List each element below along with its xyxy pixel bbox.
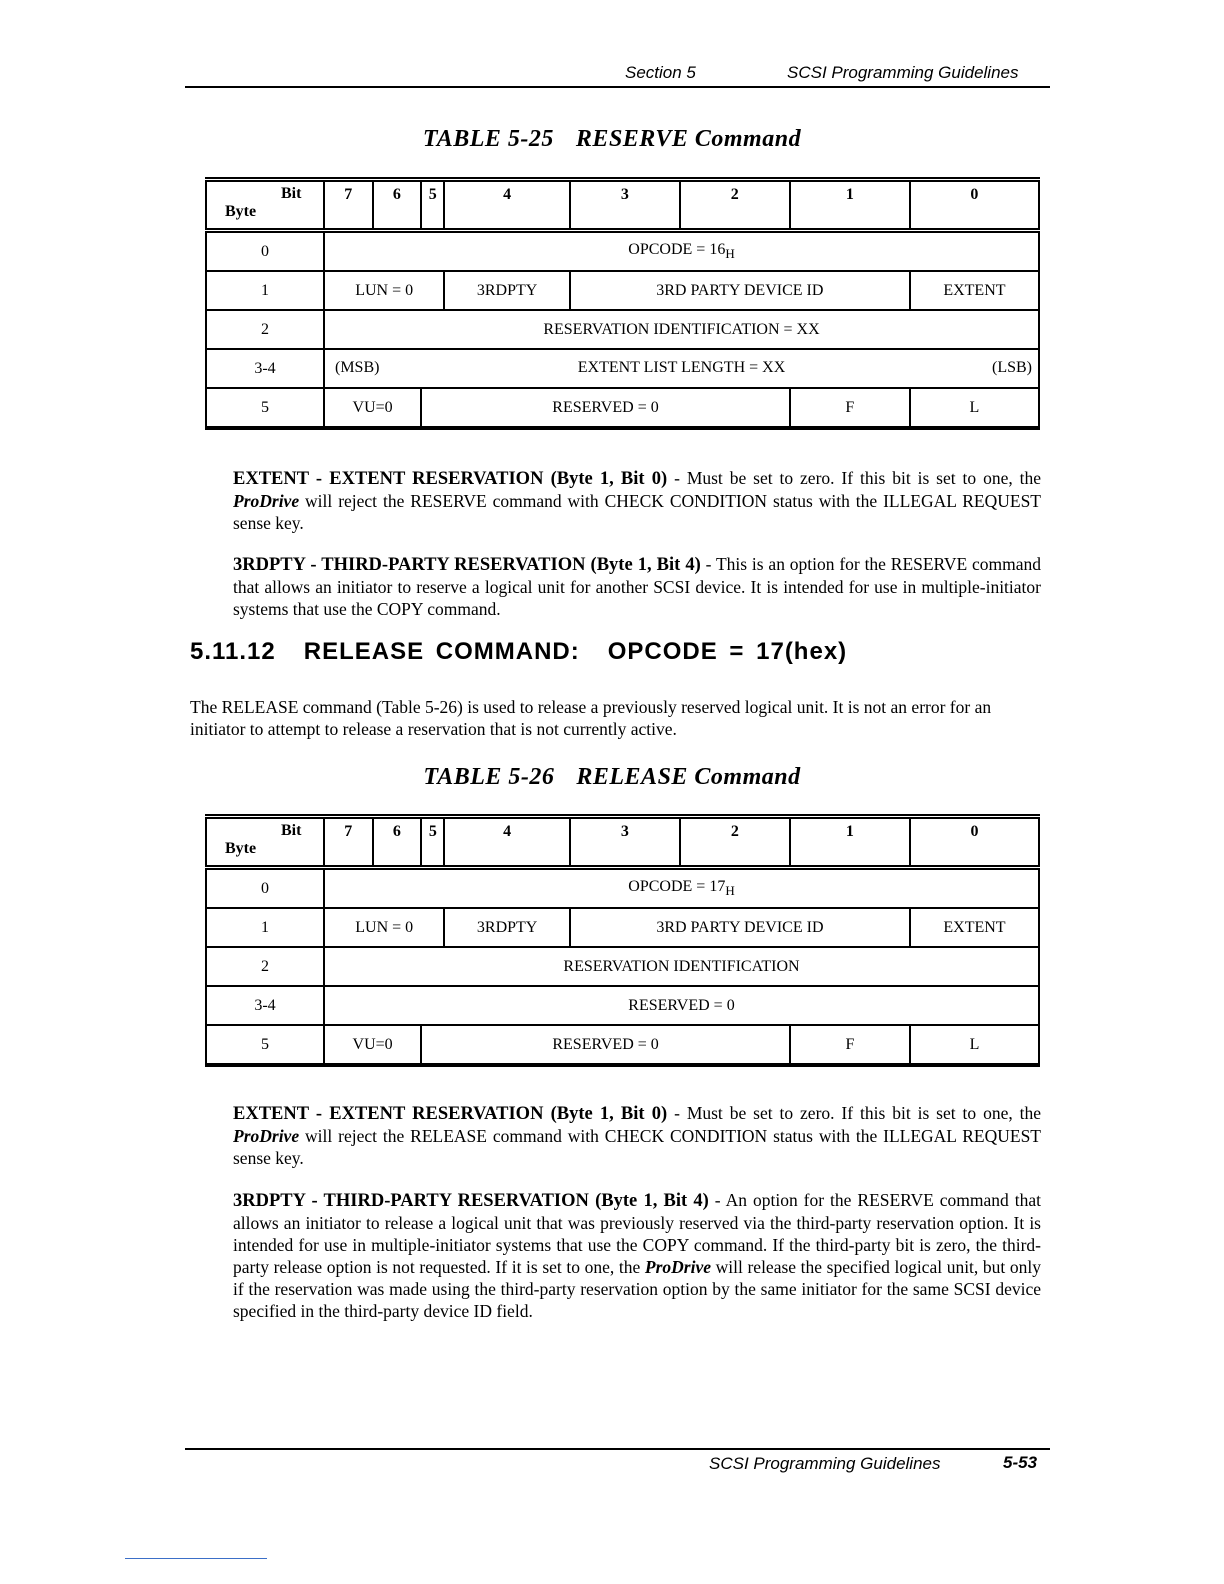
- table-row: [206, 349, 1039, 388]
- lun-cell: LUN = 0: [324, 908, 444, 947]
- flag-cell: F: [790, 388, 910, 428]
- bit-header: 7: [324, 817, 373, 868]
- msb-label: (MSB): [335, 359, 380, 376]
- bit-header: 6: [373, 817, 422, 868]
- bit-header: 2: [680, 180, 790, 231]
- opcode-cell: [324, 868, 1039, 909]
- reserved-cell: RESERVED = 0: [421, 388, 790, 428]
- table-row: [206, 986, 1039, 1025]
- table-row: [206, 1025, 1039, 1065]
- section-opcode: OPCODE = 17(hex): [607, 638, 848, 665]
- bit-header: 4: [444, 180, 569, 231]
- reserved-cell: RESERVED = 0: [324, 986, 1039, 1025]
- product-name: ProDrive: [233, 491, 300, 511]
- table-header-row: [206, 817, 1039, 868]
- table-title: RESERVE Command: [575, 126, 802, 152]
- bit-label: Bit: [281, 822, 302, 839]
- bit-header: 0: [910, 817, 1039, 868]
- byte-label: Byte: [225, 203, 257, 220]
- byte-number: 2: [206, 310, 324, 349]
- table-row: [206, 908, 1039, 947]
- thirdpty-description: 3RDPTY - THIRD-PARTY RESERVATION (Byte 1, Bit 4) - An option for the RESERVE command that allows an initiator to release a logical unit that was previously reserved via the third-party reservation option. It is intended for use in multiple-initiator systems that use the COPY command. If the third-party bit is zero, the third-party release option is not requested. If it is set to one, the ProDrive will release the specified logical unit, but only if the reservation was made using the third-party reservation option by the same initiator for the same SCSI device specified in the third-party device ID field.: [233, 1190, 1042, 1321]
- bit-header: 2: [680, 817, 790, 868]
- table-row: [206, 947, 1039, 986]
- byte-number: 1: [206, 271, 324, 310]
- bit-header: 1: [790, 180, 910, 231]
- byte-number: 1: [206, 908, 324, 947]
- reserve-command-table: [205, 177, 1040, 430]
- page-header: [185, 62, 1050, 88]
- table-row: [206, 310, 1039, 349]
- field-heading: 3RDPTY - THIRD-PARTY RESERVATION (Byte 1, Bit 4): [233, 1191, 709, 1211]
- device-id-cell: 3RD PARTY DEVICE ID: [570, 271, 910, 310]
- byte-number: 2: [206, 947, 324, 986]
- table-number: TABLE 5-25: [422, 126, 554, 152]
- reservation-id-cell: RESERVATION IDENTIFICATION = XX: [324, 310, 1039, 349]
- bit-label: Bit: [281, 185, 302, 202]
- reserved-cell: RESERVED = 0: [421, 1025, 790, 1065]
- table-title: RELEASE Command: [576, 764, 801, 790]
- hex-suffix: H: [725, 883, 735, 898]
- byte-number: 0: [206, 231, 324, 272]
- lsb-label: (LSB): [992, 359, 1032, 376]
- bit-header: 5: [421, 817, 444, 868]
- byte-number: 3-4: [206, 349, 324, 388]
- bit-header: 4: [444, 817, 570, 868]
- table-number: TABLE 5-26: [423, 764, 555, 790]
- product-name: ProDrive: [233, 1126, 300, 1146]
- byte-number: 5: [206, 1025, 324, 1065]
- vu-cell: VU=0: [324, 388, 421, 428]
- vu-cell: VU=0: [324, 1025, 421, 1065]
- divider: [125, 1558, 267, 1559]
- section-number: 5.11.12: [190, 638, 276, 665]
- byte-number: 5: [206, 388, 324, 428]
- opcode-cell: [324, 231, 1039, 272]
- opcode-value: OPCODE = 17: [628, 878, 726, 895]
- opcode-value: OPCODE = 16: [628, 241, 726, 258]
- page-footer: [185, 1448, 1050, 1478]
- field-heading: EXTENT - EXTENT RESERVATION (Byte 1, Bit 0): [233, 1104, 668, 1124]
- table-row: [206, 271, 1039, 310]
- table-caption: [0, 126, 1224, 153]
- link-cell: L: [910, 388, 1039, 428]
- field-heading: EXTENT - EXTENT RESERVATION (Byte 1, Bit 0): [233, 469, 668, 489]
- table-row: [206, 388, 1039, 428]
- corner-cell: [206, 817, 324, 868]
- bit-header: 0: [910, 180, 1039, 231]
- bit-header: 3: [570, 180, 680, 231]
- field-heading: 3RDPTY - THIRD-PARTY RESERVATION (Byte 1, Bit 4): [233, 555, 701, 575]
- table-header-row: [206, 180, 1039, 231]
- byte-number: 0: [206, 868, 324, 909]
- byte-number: 3-4: [206, 986, 324, 1025]
- table-caption: [0, 764, 1224, 791]
- byte-label: Byte: [225, 840, 257, 857]
- thirdpty-cell: 3RDPTY: [444, 908, 570, 947]
- extent-description: EXTENT - EXTENT RESERVATION (Byte 1, Bit 0) - Must be set to zero. If this bit is set to one, the ProDrive will reject the RELEASE command with CHECK CONDITION status with the ILLEGAL REQUEST sense key.: [233, 1103, 1042, 1168]
- thirdpty-cell: 3RDPTY: [444, 271, 569, 310]
- header-title: SCSI Programming Guidelines: [787, 63, 1019, 82]
- flag-cell: F: [790, 1025, 910, 1065]
- extent-list-length-cell: [324, 349, 1039, 388]
- table-row: [206, 231, 1039, 272]
- bit-header: 6: [373, 180, 422, 231]
- header-section: Section 5: [625, 63, 696, 82]
- release-command-table: [205, 814, 1040, 1067]
- extent-description: EXTENT - EXTENT RESERVATION (Byte 1, Bit 0) - Must be set to zero. If this bit is set to one, the ProDrive will reject the RESERVE command with CHECK CONDITION status with the ILLEGAL REQUEST sense key.: [233, 468, 1042, 533]
- thirdpty-description: 3RDPTY - THIRD-PARTY RESERVATION (Byte 1, Bit 4) - This is an option for the RESERVE command that allows an initiator to reserve a logical unit for another SCSI device. It is intended for use in multiple-initiator systems that use the COPY command.: [233, 554, 1041, 619]
- bit-header: 5: [421, 180, 444, 231]
- device-id-cell: 3RD PARTY DEVICE ID: [570, 908, 910, 947]
- extent-list-length: EXTENT LIST LENGTH = XX: [577, 359, 786, 376]
- bit-header: 3: [570, 817, 680, 868]
- product-name: ProDrive: [644, 1257, 712, 1277]
- bit-header: 7: [324, 180, 373, 231]
- intro-paragraph: The RELEASE command (Table 5-26) is used to release a previously reserved logical unit. It is not an error for an initiator to attempt to release a reservation that is not currently active.: [190, 697, 992, 739]
- bit-header: 1: [790, 817, 910, 868]
- footer-title: SCSI Programming Guidelines: [709, 1454, 941, 1473]
- hex-suffix: H: [725, 246, 735, 261]
- link-cell: L: [910, 1025, 1039, 1065]
- table-row: [206, 868, 1039, 909]
- extent-cell: EXTENT: [910, 908, 1039, 947]
- section-heading: [190, 638, 847, 666]
- section-title: RELEASE COMMAND:: [303, 638, 580, 665]
- lun-cell: LUN = 0: [324, 271, 444, 310]
- reservation-id-cell: RESERVATION IDENTIFICATION: [324, 947, 1039, 986]
- corner-cell: [206, 180, 324, 231]
- extent-cell: EXTENT: [910, 271, 1039, 310]
- page-number: 5-53: [1003, 1453, 1038, 1472]
